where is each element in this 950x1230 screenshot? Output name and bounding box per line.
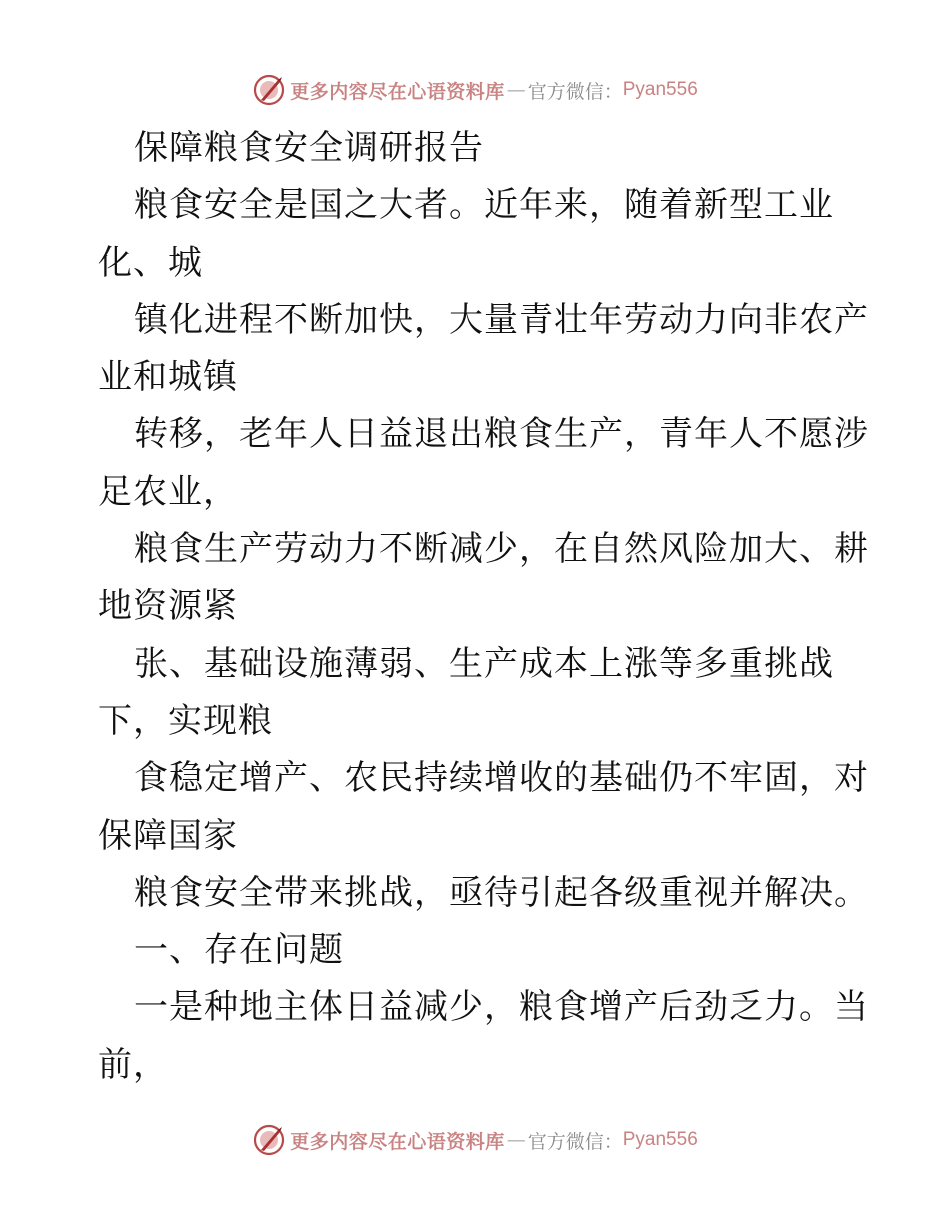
text-line: 粮食安全是国之大者。近年来，随着新型工业 — [134, 185, 834, 226]
watermark-wechat-id: Pyan556 — [622, 1129, 698, 1150]
quill-logo-icon — [252, 1123, 286, 1157]
footer-watermark — [0, 1122, 950, 1158]
text-line: 化、城 — [98, 242, 203, 283]
watermark-official-label: 官方微信： — [527, 80, 623, 103]
text-line: 足农业， — [98, 471, 238, 512]
text-line: 保障国家 — [98, 815, 238, 856]
watermark-dash: — — [506, 79, 526, 101]
text-line: 张、基础设施薄弱、生产成本上涨等多重挑战 — [134, 643, 834, 684]
text-line: 一是种地主体日益减少，粮食增产后劲乏力。当 — [134, 987, 869, 1028]
document-body — [98, 120, 869, 1094]
watermark-main-text: 更多内容尽在心语资料库 — [290, 1130, 505, 1153]
watermark-wechat-id: Pyan556 — [622, 79, 698, 100]
section-heading: 一、存在问题 — [134, 930, 344, 971]
text-line: 地资源紧 — [98, 586, 238, 627]
document-title: 保障粮食安全调研报告 — [134, 128, 484, 168]
quill-logo-icon — [252, 73, 286, 107]
text-line: 转移，老年人日益退出粮食生产，青年人不愿涉 — [134, 414, 869, 455]
text-line: 前， — [98, 1044, 168, 1085]
text-line: 粮食生产劳动力不断减少，在自然风险加大、耕 — [134, 529, 869, 570]
text-line: 下，实现粮 — [98, 700, 273, 741]
text-line: 粮食安全带来挑战，亟待引起各级重视并解决。 — [134, 872, 869, 913]
watermark-official-label: 官方微信： — [527, 1130, 623, 1153]
watermark-main-text: 更多内容尽在心语资料库 — [290, 80, 505, 103]
text-line: 镇化进程不断加快，大量青壮年劳动力向非农产 — [134, 299, 869, 340]
text-line: 业和城镇 — [98, 357, 238, 398]
text-line: 食稳定增产、农民持续增收的基础仍不牢固，对 — [134, 758, 869, 799]
header-watermark — [0, 72, 950, 108]
watermark-dash: — — [506, 1129, 526, 1151]
